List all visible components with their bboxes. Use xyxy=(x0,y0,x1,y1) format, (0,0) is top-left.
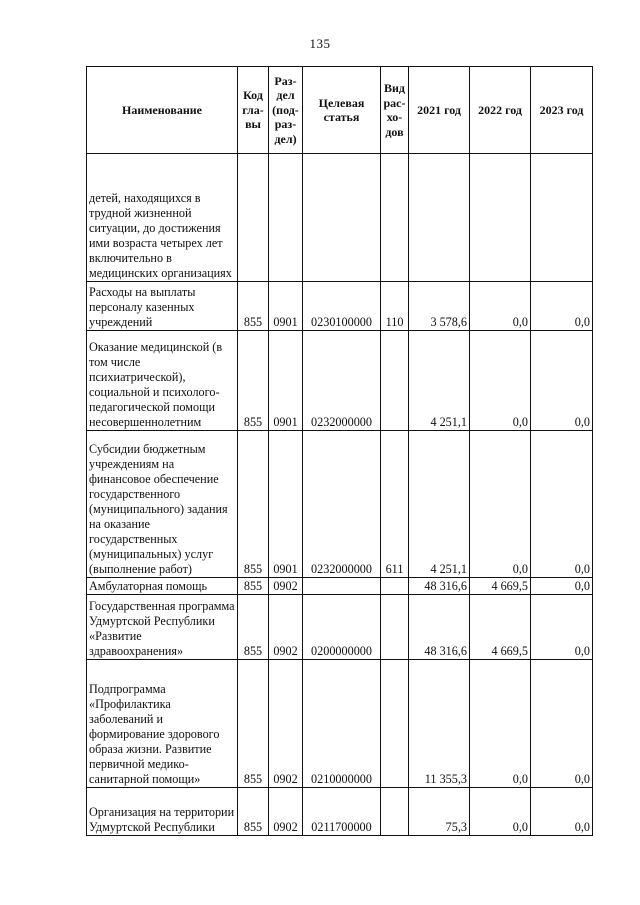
table-header-row xyxy=(87,67,593,154)
row-expense-type xyxy=(381,788,409,836)
row-article xyxy=(303,154,381,282)
row-section: 0901 xyxy=(269,331,303,431)
row-section: 0902 xyxy=(269,660,303,788)
row-name: детей, находящихся в трудной жизненной ситуации, до достижения ими возраста четырех лет включительно в медицинских организациях xyxy=(87,154,238,282)
row-2022: 0,0 xyxy=(470,431,531,578)
page-number: 135 xyxy=(309,36,331,51)
row-2021: 3 578,6 xyxy=(409,282,470,331)
header-name: Наименование xyxy=(87,67,238,154)
row-section: 0901 xyxy=(269,431,303,578)
row-name: Амбулаторная помощь xyxy=(87,578,238,595)
row-name: Расходы на выплаты персоналу казенных учреждений xyxy=(87,282,238,331)
row-article: 0232000000 xyxy=(303,331,381,431)
header-section: Раз-дел (под-раз-дел) xyxy=(269,67,303,154)
row-section: 0901 xyxy=(269,282,303,331)
row-2023: 0,0 xyxy=(531,788,593,836)
row-section: 0902 xyxy=(269,788,303,836)
row-expense-type: 611 xyxy=(381,431,409,578)
row-article xyxy=(303,578,381,595)
row-2023: 0,0 xyxy=(531,431,593,578)
table-row xyxy=(87,154,593,282)
row-2021 xyxy=(409,154,470,282)
row-2023: 0,0 xyxy=(531,282,593,331)
row-article: 0232000000 xyxy=(303,431,381,578)
table-row xyxy=(87,431,593,578)
table-row xyxy=(87,578,593,595)
row-expense-type xyxy=(381,154,409,282)
row-name: Подпрограмма «Профилактика заболеваний и формирование здорового образа жизни. Развитие первичной медико-санитарной помощи» xyxy=(87,660,238,788)
row-name: Субсидии бюджетным учреждениям на финансовое обеспечение государственного (муниципального) задания на оказание государственных (муниципальных) услуг (выполнение работ) xyxy=(87,431,238,578)
row-article: 0211700000 xyxy=(303,788,381,836)
row-expense-type xyxy=(381,595,409,660)
row-code: 855 xyxy=(238,788,269,836)
row-name: Оказание медицинской (в том числе психиатрической), социальной и психолого-педагогической помощи несовершеннолетним xyxy=(87,331,238,431)
header-expense-type: Вид рас-хо-дов xyxy=(381,67,409,154)
header-code: Код гла-вы xyxy=(238,67,269,154)
row-section xyxy=(269,154,303,282)
row-2022: 0,0 xyxy=(470,331,531,431)
row-2023: 0,0 xyxy=(531,595,593,660)
row-2023: 0,0 xyxy=(531,578,593,595)
row-section: 0902 xyxy=(269,595,303,660)
row-2021: 4 251,1 xyxy=(409,331,470,431)
row-section: 0902 xyxy=(269,578,303,595)
table-row xyxy=(87,788,593,836)
row-article: 0200000000 xyxy=(303,595,381,660)
row-2022: 4 669,5 xyxy=(470,595,531,660)
row-2023: 0,0 xyxy=(531,660,593,788)
row-2021: 11 355,3 xyxy=(409,660,470,788)
header-2023: 2023 год xyxy=(531,67,593,154)
row-name: Государственная программа Удмуртской Республики «Развитие здравоохранения» xyxy=(87,595,238,660)
row-article: 0210000000 xyxy=(303,660,381,788)
table-row xyxy=(87,282,593,331)
header-article: Целевая статья xyxy=(303,67,381,154)
row-2022 xyxy=(470,154,531,282)
row-2022: 0,0 xyxy=(470,788,531,836)
row-code: 855 xyxy=(238,660,269,788)
row-code: 855 xyxy=(238,431,269,578)
row-expense-type xyxy=(381,660,409,788)
row-2021: 4 251,1 xyxy=(409,431,470,578)
table-row xyxy=(87,595,593,660)
row-code: 855 xyxy=(238,578,269,595)
row-2022: 0,0 xyxy=(470,282,531,331)
row-expense-type xyxy=(381,578,409,595)
row-2022: 0,0 xyxy=(470,660,531,788)
row-code xyxy=(238,154,269,282)
row-2023: 0,0 xyxy=(531,331,593,431)
row-code: 855 xyxy=(238,595,269,660)
header-2021: 2021 год xyxy=(409,67,470,154)
header-2022: 2022 год xyxy=(470,67,531,154)
row-expense-type: 110 xyxy=(381,282,409,331)
row-name: Организация на территории Удмуртской Республики xyxy=(87,788,238,836)
row-code: 855 xyxy=(238,282,269,331)
table-row xyxy=(87,660,593,788)
table-row xyxy=(87,331,593,431)
row-2021: 48 316,6 xyxy=(409,578,470,595)
row-expense-type xyxy=(381,331,409,431)
row-code: 855 xyxy=(238,331,269,431)
row-2021: 48 316,6 xyxy=(409,595,470,660)
budget-table xyxy=(86,66,593,836)
row-2022: 4 669,5 xyxy=(470,578,531,595)
row-2021: 75,3 xyxy=(409,788,470,836)
row-2023 xyxy=(531,154,593,282)
row-article: 0230100000 xyxy=(303,282,381,331)
